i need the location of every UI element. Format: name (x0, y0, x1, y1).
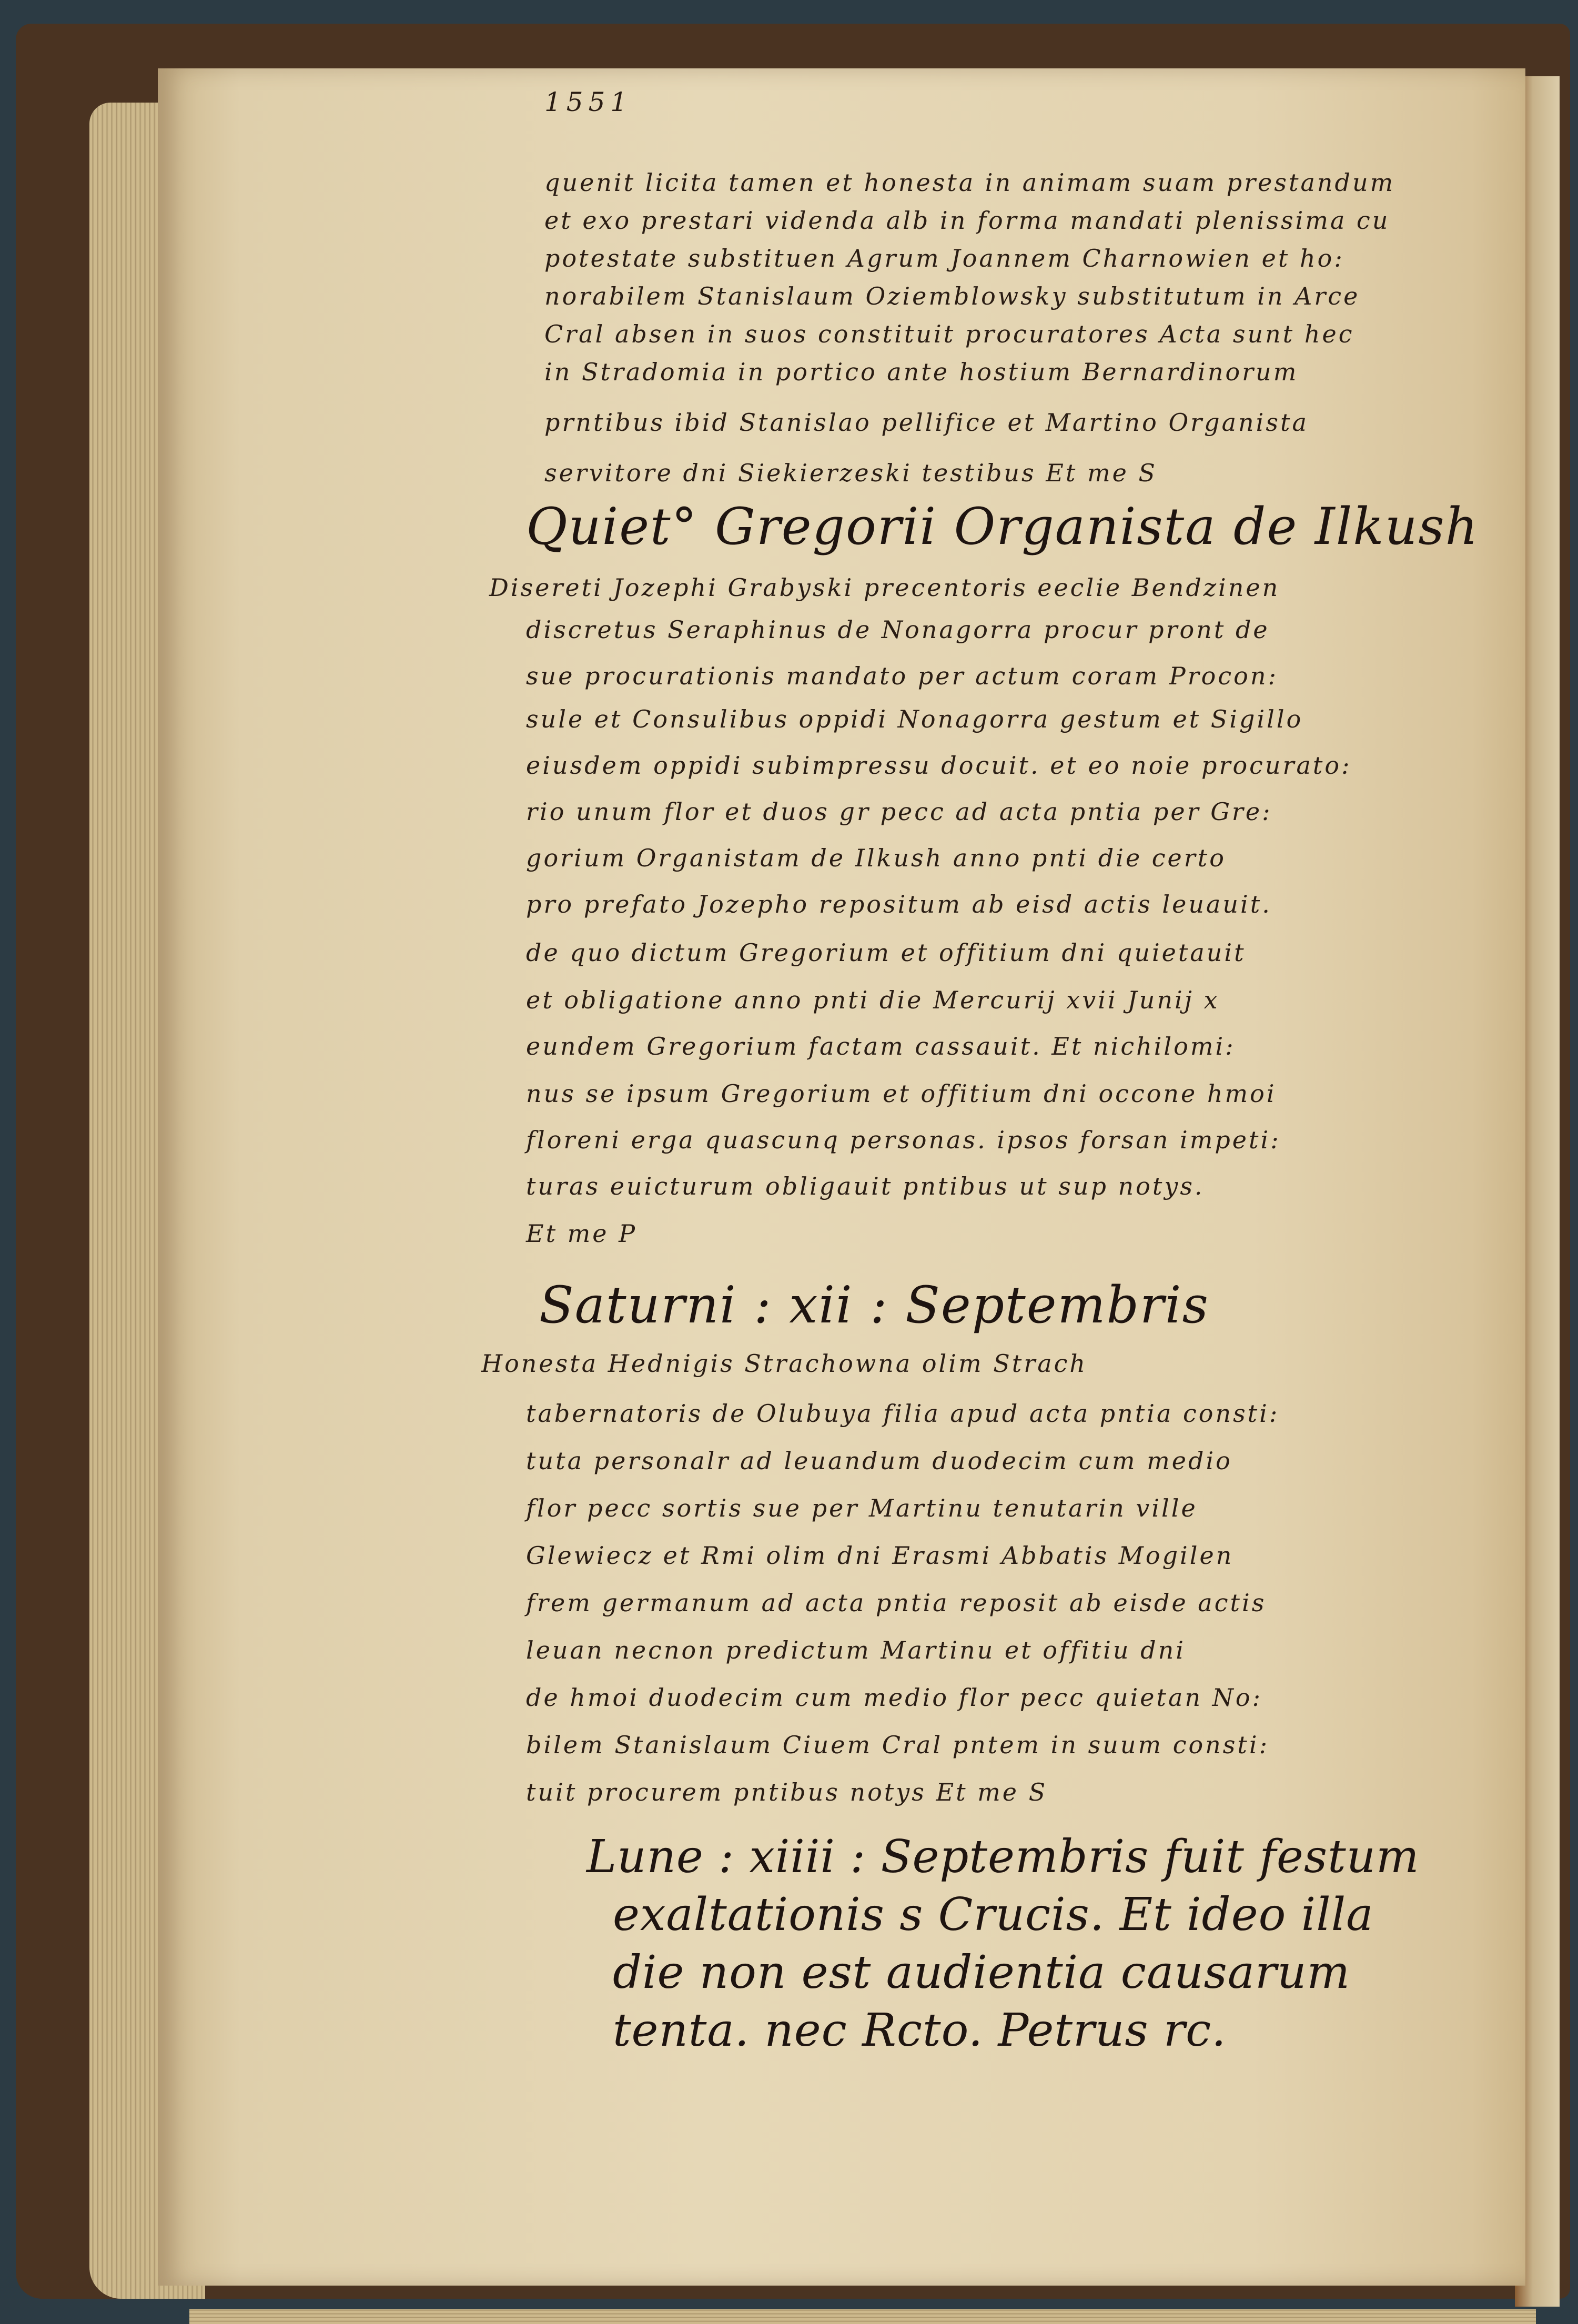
page-edges-bottom (189, 2309, 1536, 2324)
text-line: floreni erga quascunq personas. ipsos forsan impeti: (526, 1126, 1281, 1154)
text-line: tuta personalr ad leuandum duodecim cum medio (526, 1447, 1232, 1475)
text-line: exaltationis s Crucis. Et ideo illa (613, 1888, 1374, 1941)
text-line: nus se ipsum Gregorium et offitium dni occone hmoi (526, 1079, 1277, 1108)
text-line: servitore dni Siekierzeski testibus Et me S (544, 459, 1157, 487)
entry-heading: Quiet° Gregorii Organista de Ilkush (526, 497, 1479, 556)
text-line: discretus Seraphinus de Nonagorra procur pront de (526, 615, 1270, 644)
text-line: et exo prestari videnda alb in forma mandati plenissima cu (544, 206, 1390, 235)
text-line: et obligatione anno pnti die Mercurij xvii Junij x (526, 986, 1220, 1014)
text-line: flor pecc sortis sue per Martinu tenutarin ville (526, 1494, 1198, 1522)
text-line: Disereti Jozephi Grabyski precentoris eeclie Bendzinen (489, 573, 1280, 602)
text-line: sule et Consulibus oppidi Nonagorra gestum et Sigillo (526, 705, 1303, 733)
entry-heading: Saturni : xii : Septembris (539, 1276, 1209, 1335)
text-line: tabernatoris de Olubuya filia apud acta pntia consti: (526, 1399, 1280, 1428)
text-line: frem germanum ad acta pntia reposit ab eisde actis (526, 1589, 1267, 1617)
text-line: norabilem Stanislaum Oziemblowsky substitutum in Arce (544, 282, 1360, 310)
text-line: prntibus ibid Stanislao pellifice et Martino Organista (544, 408, 1309, 437)
text-line: Glewiecz et Rmi olim dni Erasmi Abbatis Mogilen (526, 1541, 1234, 1570)
text-line: die non est audientia causarum (613, 1946, 1351, 1999)
text-line: Cral absen in suos constituit procuratores Acta sunt hec (544, 320, 1354, 348)
text-line: in Stradomia in portico ante hostium Bernardinorum (544, 358, 1299, 386)
text-line: tuit procurem pntibus notys Et me S (526, 1778, 1048, 1806)
text-line: eiusdem oppidi subimpressu docuit. et eo noie procurato: (526, 751, 1352, 780)
text-line: Et me P (526, 1219, 638, 1248)
text-line: rio unum flor et duos gr pecc ad acta pntia per Gre: (526, 797, 1272, 826)
text-line: quenit licita tamen et honesta in animam suam prestandum (544, 168, 1395, 197)
text-line: turas euicturum obligauit pntibus ut sup notys. (526, 1172, 1205, 1200)
text-line: de hmoi duodecim cum medio flor pecc quietan No: (526, 1683, 1263, 1712)
text-line: de quo dictum Gregorium et offitium dni quietauit (526, 938, 1246, 967)
text-line: eundem Gregorium factam cassauit. Et nichilomi: (526, 1032, 1236, 1060)
text-line: sue procurationis mandato per actum coram Procon: (526, 662, 1278, 690)
text-line: bilem Stanislaum Ciuem Cral pntem in suum consti: (526, 1731, 1270, 1759)
text-line: pro prefato Jozepho repositum ab eisd actis leuauit. (526, 890, 1272, 918)
text-line: leuan necnon predictum Martinu et offitiu dni (526, 1636, 1186, 1664)
text-line: Honesta Hednigis Strachowna olim Strach (481, 1349, 1088, 1378)
text-line: Lune : xiiii : Septembris fuit festum (586, 1831, 1420, 1883)
page-number: 1551 (544, 87, 633, 117)
text-line: tenta. nec Rcto. Petrus rc. (613, 2004, 1227, 2057)
text-line: potestate substituen Agrum Joannem Charnowien et ho: (544, 244, 1344, 272)
text-line: gorium Organistam de Ilkush anno pnti die certo (526, 844, 1226, 872)
